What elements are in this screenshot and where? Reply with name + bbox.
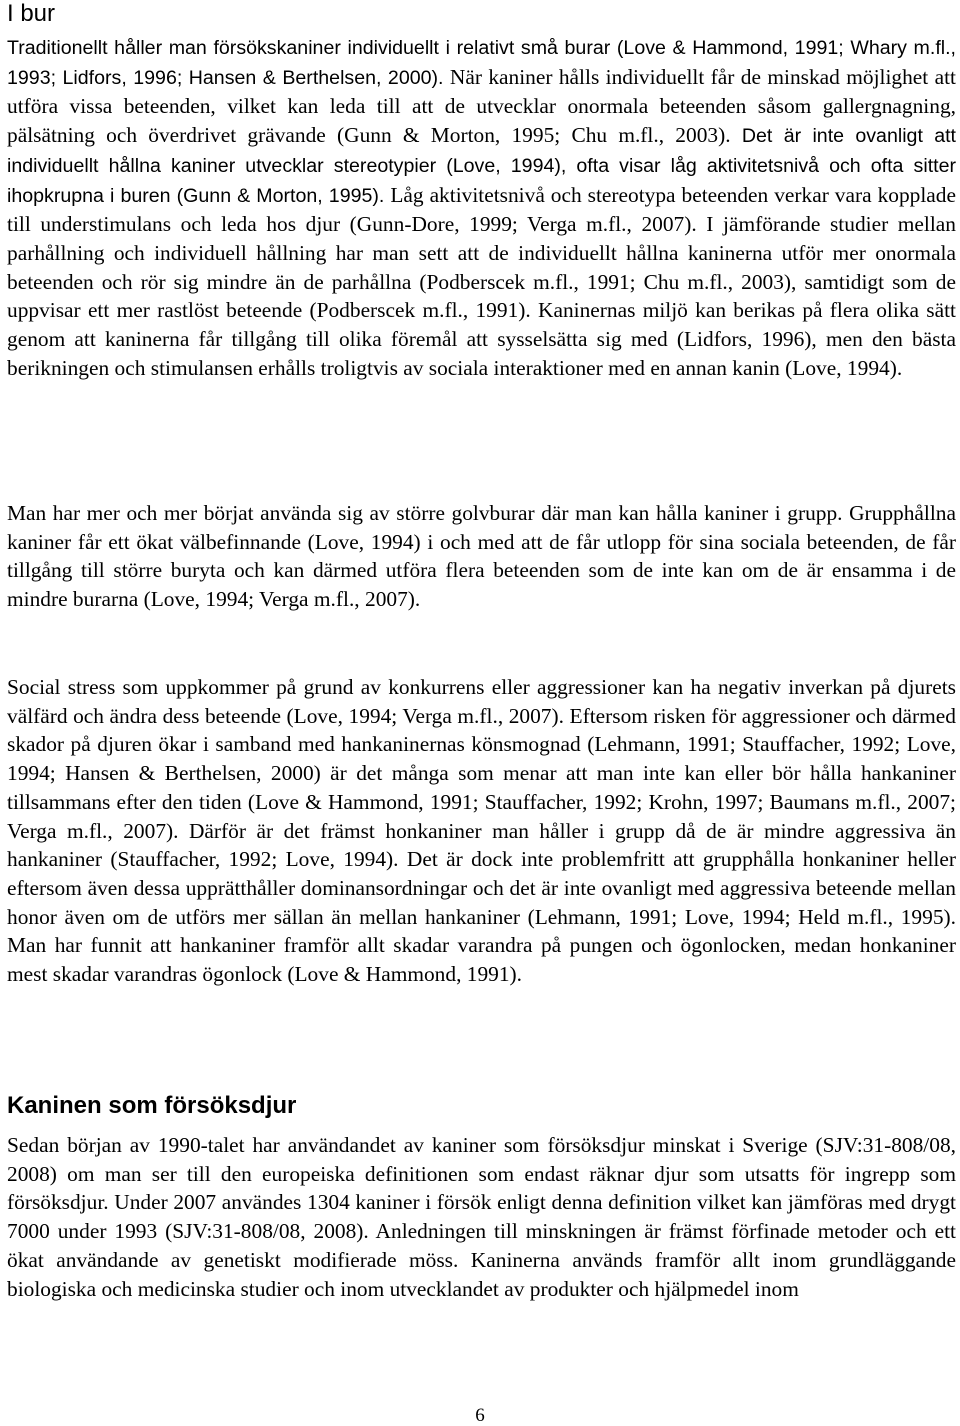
paragraph-2: Man har mer och mer börjat använda sig av större golvburar där man kan hålla kaniner i grupp. Grupphållna kaniner får ett ökat välbefinnande (Love, 1994) i och med att de får utlopp för sina sociala beteenden, de får tillgång till större buryta och kan därmed utföra flera beteenden som de inte kan om de är ensamma i de mindre burarna (Love, 1994; Verga m.fl., 2007). [7, 501, 956, 612]
paragraph-1-serif-part-2: Låg aktivitetsnivå och stereotypa beteenden verkar vara kopplade till understimulans och leda hos djur (Gunn-Dore, 1999; Verga m.fl., 2007). I jämförande studier mellan parhållning och individuell hållning har man sett att de individuellt hållna kaninerna utför mer onormala beteenden och rör sig mindre än de parhållna (Podberscek m.fl., 1991; Chu m.fl., 2003), samtidigt som de uppvisar ett mer rastlöst beteende (Podberscek m.fl., 1991). Kaninernas miljö kan berikas på flera olika sätt genom att kaninerna får tillgång till olika föremål att sysselsätta sig med (Lidfors, 1996), men den bästa berikningen och stimulansen erhålls troligtvis av sociala interaktioner med en annan kanin (Love, 1994). [7, 182, 956, 380]
paragraph-1-serif-part-1: När kaniner hålls individuellt får de minskad möjlighet att utföra vissa beteenden, vilket kan leda till att de utvecklar onormala beteenden såsom gallergnagning, pälsätning och överdrivet grävande (Gunn & Morton, 1995; Chu m.fl., 2003). [7, 64, 956, 148]
paragraph-3: Social stress som uppkommer på grund av konkurrens eller aggressioner kan ha negativ inverkan på djurets välfärd och ändra dess beteende (Love, 1994; Verga m.fl., 2007). Eftersom risken för aggressioner och därmed skador på djuren ökar i samband med hankaninernas könsmognad (Lehmann, 1991; Stauffacher, 1992; Love, 1994; Hansen & Berthelsen, 2000) är det många som menar att man inte kan eller bör hålla hankaniner tillsammans efter den tiden (Love & Hammond, 1991; Stauffacher, 1992; Krohn, 1997; Baumans m.fl., 2007; Verga m.fl., 2007). Därför är det främst honkaniner man håller i grupp då de är mindre aggressiva än hankaniner (Stauffacher, 1992; Love, 1994). Det är dock inte problemfritt att grupphålla honkaniner heller eftersom även dessa upprätthåller dominansordningar och det är inte ovanligt med aggressiva beteende mellan honor även om de utförs mer sällan än mellan hankaniner (Lehmann, 1991; Love, 1994; Held m.fl., 1995). Man har funnit att hankaniner framför allt skadar varandra på pungen och ögonlocken, medan honkaniner mest skadar varandras ögonlock (Love & Hammond, 1991). [7, 675, 956, 987]
paragraph-1-sans-part-1: Traditionellt håller man försökskaniner individuellt i relativt små burar (Love & Hammond, 1991; Whary m.fl., 1993; Lidfors, 1996; Hansen & Berthelsen, 2000). [7, 37, 956, 89]
paragraph-1 [7, 33, 956, 382]
section-heading-kaninen-som-forsoksdjur: Kaninen som försöksdjur [7, 1092, 297, 1119]
paragraph-4: Sedan början av 1990-talet har användandet av kaniner som försöksdjur minskat i Sverige (SJV:31-808/08, 2008) om man ser till den europeiska definitionen som endast räknar djur som utsatts för ingrepp som försöksdjur. Under 2007 användes 1304 kaniner i försök enligt denna definition vilket kan jämföras med drygt 7000 under 1993 (SJV:31-808/08, 2008). Anledningen till minskningen är främst förfinade metoder och ett ökat användande av genetiskt modifierade möss. Kaninerna används framför allt inom grundläggande biologiska och medicinska studier och inom utvecklandet av produkter och hjälpmedel inom [7, 1133, 956, 1301]
section-heading-i-bur: I bur [7, 0, 56, 27]
page-number: 6 [475, 1405, 485, 1426]
paragraph-1-sans-part-2: Det är inte ovanligt att individuellt hållna kaniner utvecklar stereotypier (Love, 1994), ofta visar låg aktivitetsnivå och ofta sitter ihopkrupna i buren (Gunn & Morton, 1995). [7, 125, 956, 207]
